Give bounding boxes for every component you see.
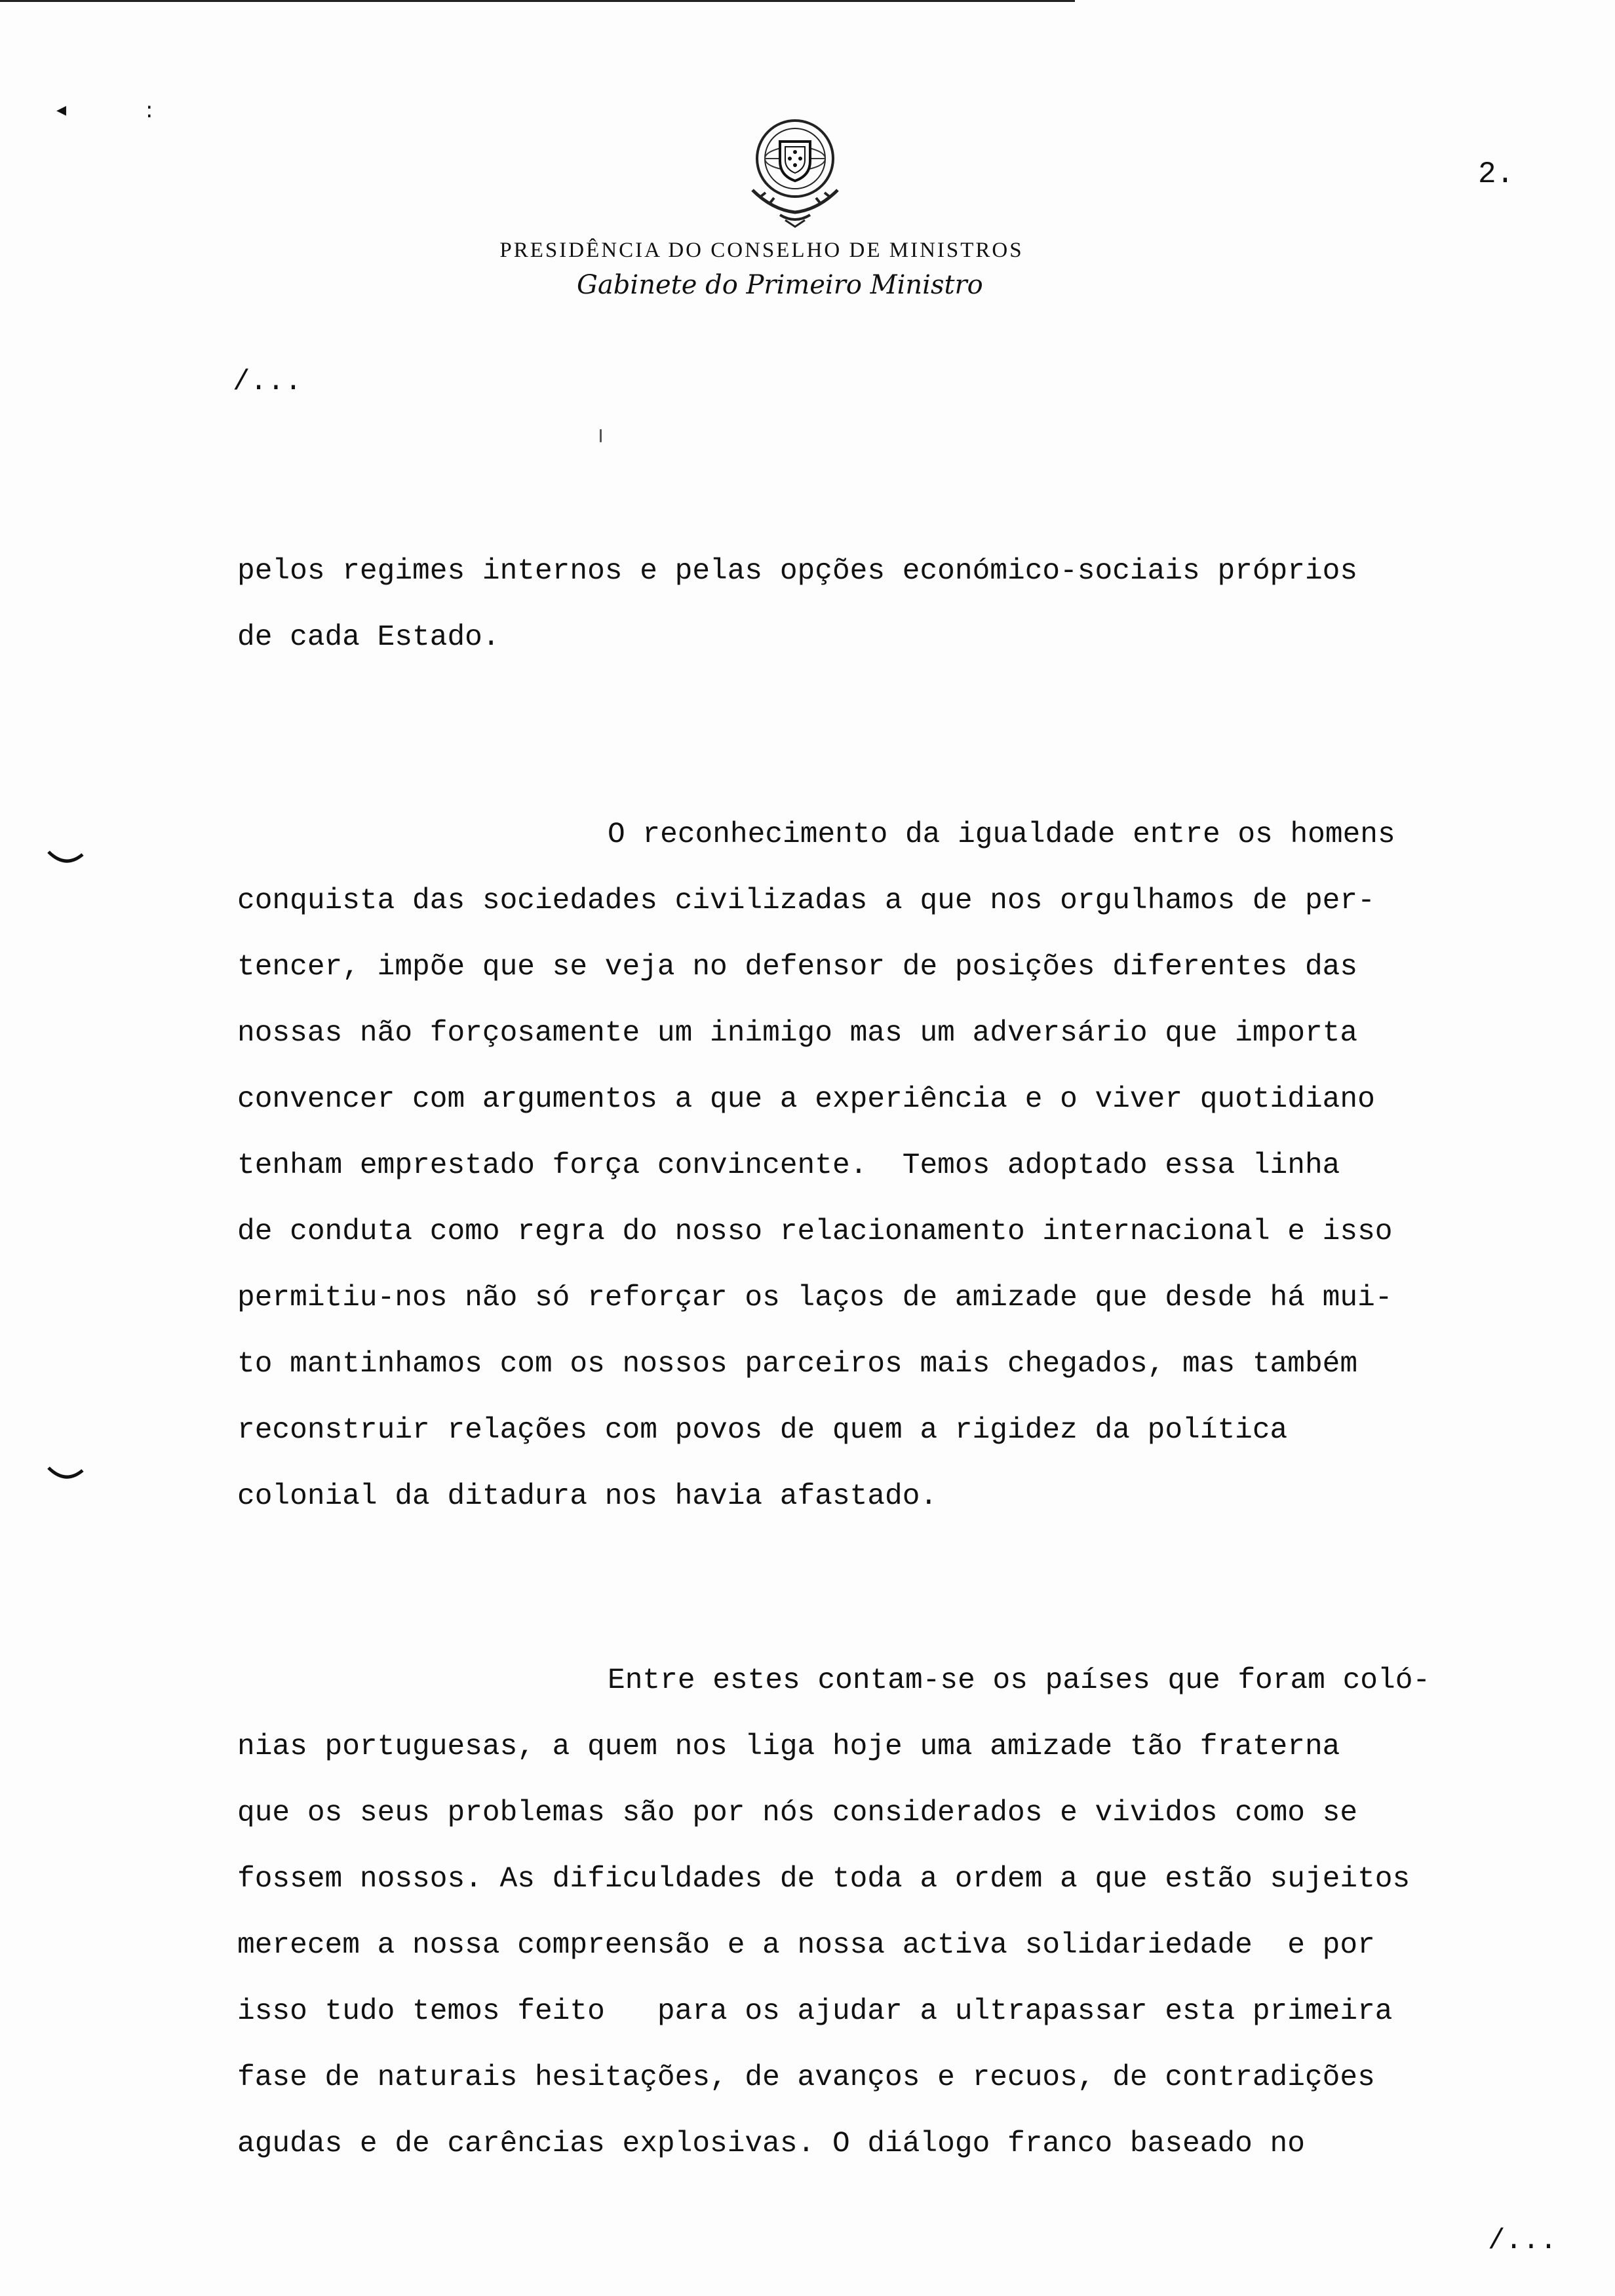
top-edge-line xyxy=(0,0,1075,2)
text-line: agudas e de carências explosivas. O diálogo franco baseado no xyxy=(237,2128,1305,2160)
text-line: nossas não forçosamente um inimigo mas um adversário que importa xyxy=(237,1017,1358,1050)
coat-of-arms-seal-icon xyxy=(739,111,851,229)
paragraph-2 xyxy=(237,802,1574,1530)
office-name: Gabinete do Primeiro Ministro xyxy=(577,270,983,300)
continuation-mark-bottom: /... xyxy=(1488,2225,1557,2257)
text-line: fossem nossos. As dificuldades de toda a ordem a que estão sujeitos xyxy=(237,1863,1411,1896)
text-line: que os seus problemas são por nós considerados e vividos como se xyxy=(237,1797,1358,1829)
text-line: de cada Estado. xyxy=(237,621,500,654)
text-line: nias portuguesas, a quem nos liga hoje uma amizade tão fraterna xyxy=(237,1731,1340,1763)
scan-mark-left: ◂ xyxy=(56,98,67,121)
continuation-mark-top: /... xyxy=(233,366,302,398)
page-number: 2. xyxy=(1478,157,1515,191)
text-line: permitiu-nos não só reforçar os laços de amizade que desde há mui- xyxy=(237,1282,1393,1314)
text-line: conquista das sociedades civilizadas a que nos orgulhamos de per- xyxy=(237,885,1375,917)
punch-hole-mark-icon xyxy=(46,849,85,866)
text-line: reconstruir relações com povos de quem a rigidez da política xyxy=(237,1414,1288,1447)
scan-speck xyxy=(600,429,602,442)
scan-mark-colon: : xyxy=(146,97,153,123)
punch-hole-mark-icon xyxy=(46,1465,85,1482)
paragraph-3 xyxy=(237,1648,1574,2177)
text-line: isso tudo temos feito para os ajudar a ultrapassar esta primeira xyxy=(237,1995,1393,2028)
text-line: convencer com argumentos a que a experiência e o viver quotidiano xyxy=(237,1083,1375,1116)
text-line: colonial da ditadura nos havia afastado. xyxy=(237,1480,938,1513)
text-line: pelos regimes internos e pelas opções económico-sociais próprios xyxy=(237,555,1358,588)
text-line: tencer, impõe que se veja no defensor de posições diferentes das xyxy=(237,951,1358,984)
paragraph-1 xyxy=(237,539,1574,671)
text-line: Entre estes contam-se os países que foram coló- xyxy=(608,1664,1431,1697)
text-line: merecem a nossa compreensão e a nossa activa solidariedade e por xyxy=(237,1929,1375,1962)
text-line: O reconhecimento da igualdade entre os homens xyxy=(608,818,1395,851)
text-line: to mantinhamos com os nossos parceiros mais chegados, mas também xyxy=(237,1348,1358,1381)
organization-name: PRESIDÊNCIA DO CONSELHO DE MINISTROS xyxy=(499,239,1024,262)
text-line: fase de naturais hesitações, de avanços e recuos, de contradições xyxy=(237,2061,1375,2094)
text-line: tenham emprestado força convincente. Temos adoptado essa linha xyxy=(237,1149,1340,1182)
text-line: de conduta como regra do nosso relacionamento internacional e isso xyxy=(237,1215,1393,1248)
